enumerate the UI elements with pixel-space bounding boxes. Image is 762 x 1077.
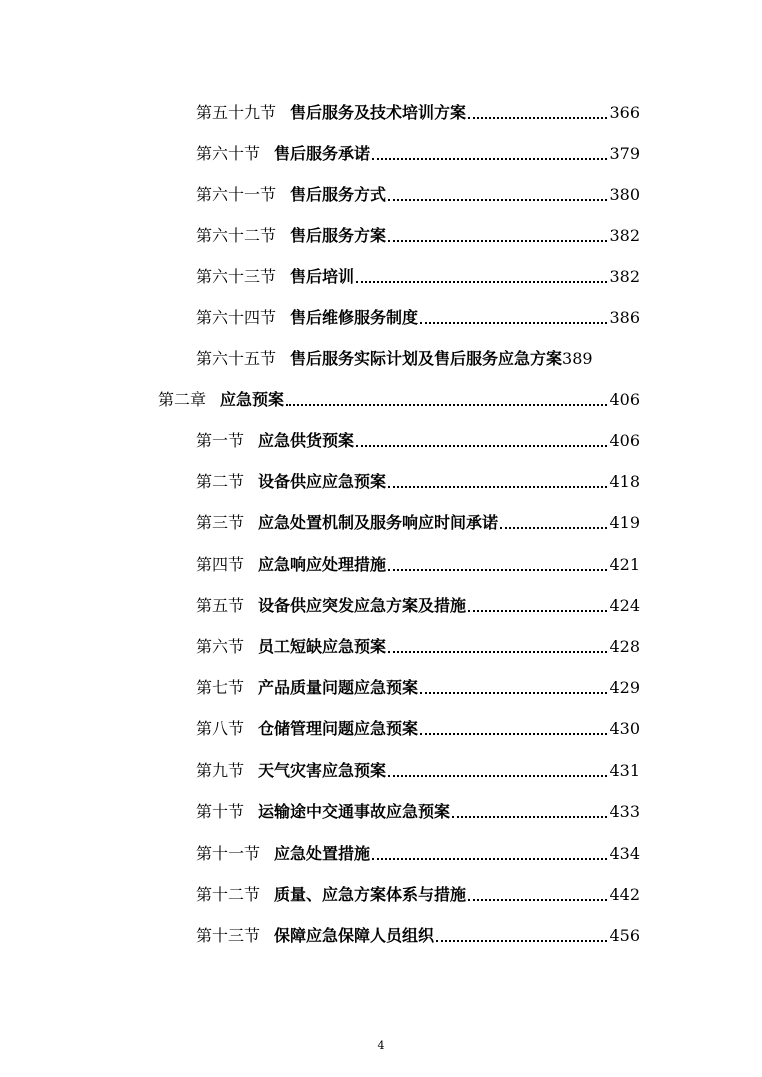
toc-entry[interactable] bbox=[196, 298, 640, 328]
toc-entry-title: 产品质量问题应急预案 bbox=[258, 678, 419, 697]
toc-entry-title: 售后维修服务制度 bbox=[290, 308, 419, 327]
toc-entry-label: 第六十三节 bbox=[196, 267, 277, 286]
toc-entry-label: 第一节 bbox=[196, 431, 245, 450]
toc-entry-page: 431 bbox=[609, 761, 640, 780]
toc-entry-title: 设备供应应急预案 bbox=[258, 472, 387, 491]
toc-entry-page: 419 bbox=[609, 513, 640, 532]
toc-entry[interactable] bbox=[196, 751, 640, 781]
toc-entry-page: 430 bbox=[609, 719, 640, 738]
toc-entry-label: 第十二节 bbox=[196, 885, 261, 904]
dot-leader bbox=[468, 609, 607, 612]
toc-entry[interactable] bbox=[196, 257, 640, 287]
toc-entry[interactable] bbox=[196, 709, 640, 739]
dot-leader bbox=[372, 857, 607, 860]
toc-entry-label: 第六节 bbox=[196, 637, 245, 656]
dot-leader bbox=[372, 157, 607, 160]
toc-entry-page: 429 bbox=[609, 678, 640, 697]
toc-entry-label: 第八节 bbox=[196, 719, 245, 738]
dot-leader bbox=[420, 732, 607, 735]
toc-entry-page: 433 bbox=[609, 802, 640, 821]
toc-entry-title: 售后服务及技术培训方案 bbox=[290, 103, 467, 122]
dot-leader bbox=[388, 774, 607, 777]
toc-entry-page: 434 bbox=[609, 844, 640, 863]
toc-entry-page: 380 bbox=[609, 185, 640, 204]
toc-entry-label: 第六十节 bbox=[196, 144, 261, 163]
toc-entry-page: 456 bbox=[609, 926, 640, 945]
toc-entry-title: 仓储管理问题应急预案 bbox=[258, 719, 419, 738]
dot-leader bbox=[356, 280, 607, 283]
toc-entry-label: 第六十二节 bbox=[196, 226, 277, 245]
page-number: 4 bbox=[377, 1039, 385, 1052]
toc-entry-title: 应急响应处理措施 bbox=[258, 555, 387, 574]
toc-entry-page: 382 bbox=[609, 226, 640, 245]
toc-entry-label: 第十一节 bbox=[196, 844, 261, 863]
toc-entry[interactable] bbox=[196, 462, 640, 492]
toc-entry-label: 第十节 bbox=[196, 802, 245, 821]
toc-entry-title: 售后服务方案 bbox=[290, 226, 387, 245]
toc-entry[interactable] bbox=[196, 668, 640, 698]
toc-entry-page: 442 bbox=[609, 885, 640, 904]
toc-entry-page: 382 bbox=[609, 267, 640, 286]
toc-entry[interactable] bbox=[196, 421, 640, 451]
dot-leader bbox=[286, 403, 607, 406]
toc-entry-page: 406 bbox=[609, 431, 640, 450]
toc-entry-page: 386 bbox=[609, 308, 640, 327]
dot-leader bbox=[356, 444, 607, 447]
dot-leader bbox=[436, 939, 607, 942]
toc-entry-page: 424 bbox=[609, 596, 640, 615]
toc-entry-title: 员工短缺应急预案 bbox=[258, 637, 387, 656]
toc-entry[interactable] bbox=[196, 545, 640, 575]
toc-entry[interactable] bbox=[196, 627, 640, 657]
toc-entry-page: 418 bbox=[609, 472, 640, 491]
toc-entry-label: 第六十五节 bbox=[196, 349, 277, 368]
toc-entry-title: 应急预案 bbox=[220, 390, 285, 409]
toc-entry-title: 售后培训 bbox=[290, 267, 355, 286]
toc-entry-page: 428 bbox=[609, 637, 640, 656]
toc-entry-label: 第五节 bbox=[196, 596, 245, 615]
toc-entry-title: 保障应急保障人员组织 bbox=[274, 926, 435, 945]
toc-entry-label: 第二节 bbox=[196, 472, 245, 491]
toc-entry-title: 售后服务实际计划及售后服务应急方案 bbox=[290, 349, 563, 368]
dot-leader bbox=[468, 898, 607, 901]
toc-entry[interactable] bbox=[196, 134, 640, 164]
toc-entry[interactable] bbox=[196, 834, 640, 864]
dot-leader bbox=[452, 815, 607, 818]
dot-leader bbox=[420, 691, 607, 694]
toc-entry-label: 第九节 bbox=[196, 761, 245, 780]
toc-entry-label: 第十三节 bbox=[196, 926, 261, 945]
toc-entry[interactable] bbox=[196, 93, 640, 123]
toc-entry-label: 第三节 bbox=[196, 513, 245, 532]
toc-entry-label: 第六十四节 bbox=[196, 308, 277, 327]
toc-chapter-entry[interactable] bbox=[158, 380, 640, 410]
toc-entry-title: 应急供货预案 bbox=[258, 431, 355, 450]
dot-leader bbox=[500, 526, 607, 529]
toc-entry[interactable] bbox=[196, 792, 640, 822]
dot-leader bbox=[420, 321, 607, 324]
toc-entry-label: 第六十一节 bbox=[196, 185, 277, 204]
toc-entry-label: 第五十九节 bbox=[196, 103, 277, 122]
dot-leader bbox=[388, 650, 607, 653]
toc-entry-title: 应急处置机制及服务响应时间承诺 bbox=[258, 513, 499, 532]
toc-entry-title: 运输途中交通事故应急预案 bbox=[258, 802, 451, 821]
toc-entry-page: 366 bbox=[609, 103, 640, 122]
toc-entry-page: 379 bbox=[609, 144, 640, 163]
dot-leader bbox=[388, 485, 607, 488]
toc-entry[interactable] bbox=[196, 503, 640, 533]
toc-entry[interactable] bbox=[196, 916, 640, 946]
toc-entry-title: 售后服务承诺 bbox=[274, 144, 371, 163]
toc-entry[interactable] bbox=[196, 175, 640, 205]
dot-leader bbox=[388, 198, 607, 201]
dot-leader bbox=[388, 568, 607, 571]
toc-entry-page: 406 bbox=[609, 390, 640, 409]
dot-leader bbox=[388, 239, 607, 242]
toc-entry-page: 421 bbox=[609, 555, 640, 574]
toc-entry-title: 应急处置措施 bbox=[274, 844, 371, 863]
toc-entry[interactable] bbox=[196, 216, 640, 246]
toc-entry-title: 售后服务方式 bbox=[290, 185, 387, 204]
toc-entry-title: 质量、应急方案体系与措施 bbox=[274, 885, 467, 904]
toc-entry-title: 天气灾害应急预案 bbox=[258, 761, 387, 780]
toc-entry[interactable] bbox=[196, 339, 640, 369]
toc-entry[interactable] bbox=[196, 875, 640, 905]
toc-entry-label: 第七节 bbox=[196, 678, 245, 697]
toc-entry-label: 第四节 bbox=[196, 555, 245, 574]
toc-entry-label: 第二章 bbox=[158, 390, 207, 409]
dot-leader bbox=[468, 116, 607, 119]
toc-entry-page: 389 bbox=[562, 349, 593, 368]
toc-entry[interactable] bbox=[196, 586, 640, 616]
toc-entry-title: 设备供应突发应急方案及措施 bbox=[258, 596, 467, 615]
